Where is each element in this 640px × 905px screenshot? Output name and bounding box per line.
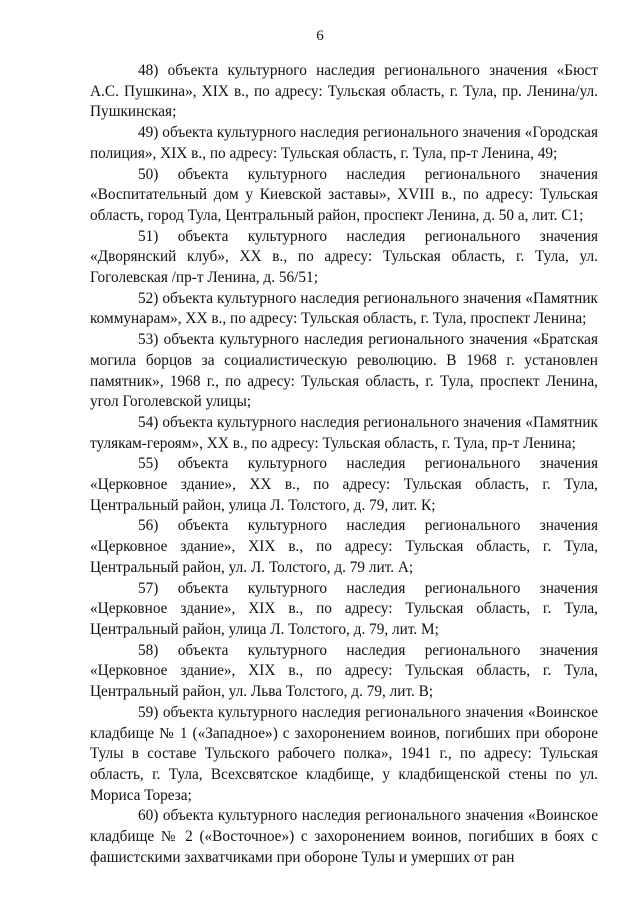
list-item-58: 58) объекта культурного наследия регионального значения «Церковное здание», XIX в., по адресу: Тульская область, г. Тула, Центральный район, ул. Льва Толстого, д. 79, лит. В; <box>90 641 598 701</box>
list-item-52: 52) объекта культурного наследия регионального значения «Памятник коммунарам», XX в., по адресу: Тульская область, г. Тула, проспект Ленина; <box>90 289 598 328</box>
list-item-49: 49) объекта культурного наследия регионального значения «Городская полиция», XIX в., по адресу: Тульская область, г. Тула, пр-т Ленина, 49; <box>90 124 598 162</box>
list-item-59: 59) объекта культурного наследия регионального значения «Воинское кладбище № 1 («Западное») с захоронением воинов, погибших при обороне Тулы в составе Тульского рабочего полка», 1941 г., по адресу: Тульская область, г. Тула, Всехсвятское кладбище, у кладбищенской стены по ул. Мориса Тореза; <box>90 703 598 804</box>
list-item-53: 53) объекта культурного наследия регионального значения «Братская могила борцов за социалистическую революцию. В 1968 г. установлен памятник», 1968 г., по адресу: Тульская область, г. Тула, проспект Ленина, угол Гоголевской улицы; <box>90 331 598 411</box>
list-item-50: 50) объекта культурного наследия регионального значения «Воспитательный дом у Киевской заставы», XVIII в., по адресу: Тульская область, город Тула, Центральный район, проспект Ленина, д. 50 а, лит. С1; <box>90 165 598 224</box>
list-item-55: 55) объекта культурного наследия регионального значения «Церковное здание», XX в., по адресу: Тульская область, г. Тула, Центральный район, улица Л. Толстого, д. 79, лит. К; <box>90 455 598 514</box>
page-number: 6 <box>316 28 324 44</box>
list-item-51: 51) объекта культурного наследия регионального значения «Дворянский клуб», XX в., по адресу: Тульская область, г. Тула, ул. Гоголевская /пр-т Ленина, д. 56/51; <box>90 227 598 287</box>
list-item-56: 56) объекта культурного наследия регионального значения «Церковное здание», XIX в., по адресу: Тульская область, г. Тула, Центральный район, ул. Л. Толстого, д. 79 лит. А; <box>90 517 598 576</box>
list-item-57: 57) объекта культурного наследия регионального значения «Церковное здание», XIX в., по адресу: Тульская область, г. Тула, Центральный район, улица Л. Толстого, д. 79, лит. М; <box>90 579 598 638</box>
document-body <box>90 61 598 868</box>
list-item-54: 54) объекта культурного наследия регионального значения «Памятник тулякам-героям», XX в., по адресу: Тульская область, г. Тула, пр-т Ленина; <box>90 413 598 452</box>
list-item-60: 60) объекта культурного наследия регионального значения «Воинское кладбище № 2 («Восточное») с захоронением воинов, погибших в боях с фашистскими захватчиками при обороне Тулы и умерших от ран <box>90 807 598 866</box>
list-item-48: 48) объекта культурного наследия регионального значения «Бюст А.С. Пушкина», XIX в., по адресу: Тульская область, г. Тула, пр. Ленина/ул. Пушкинская; <box>90 62 598 121</box>
